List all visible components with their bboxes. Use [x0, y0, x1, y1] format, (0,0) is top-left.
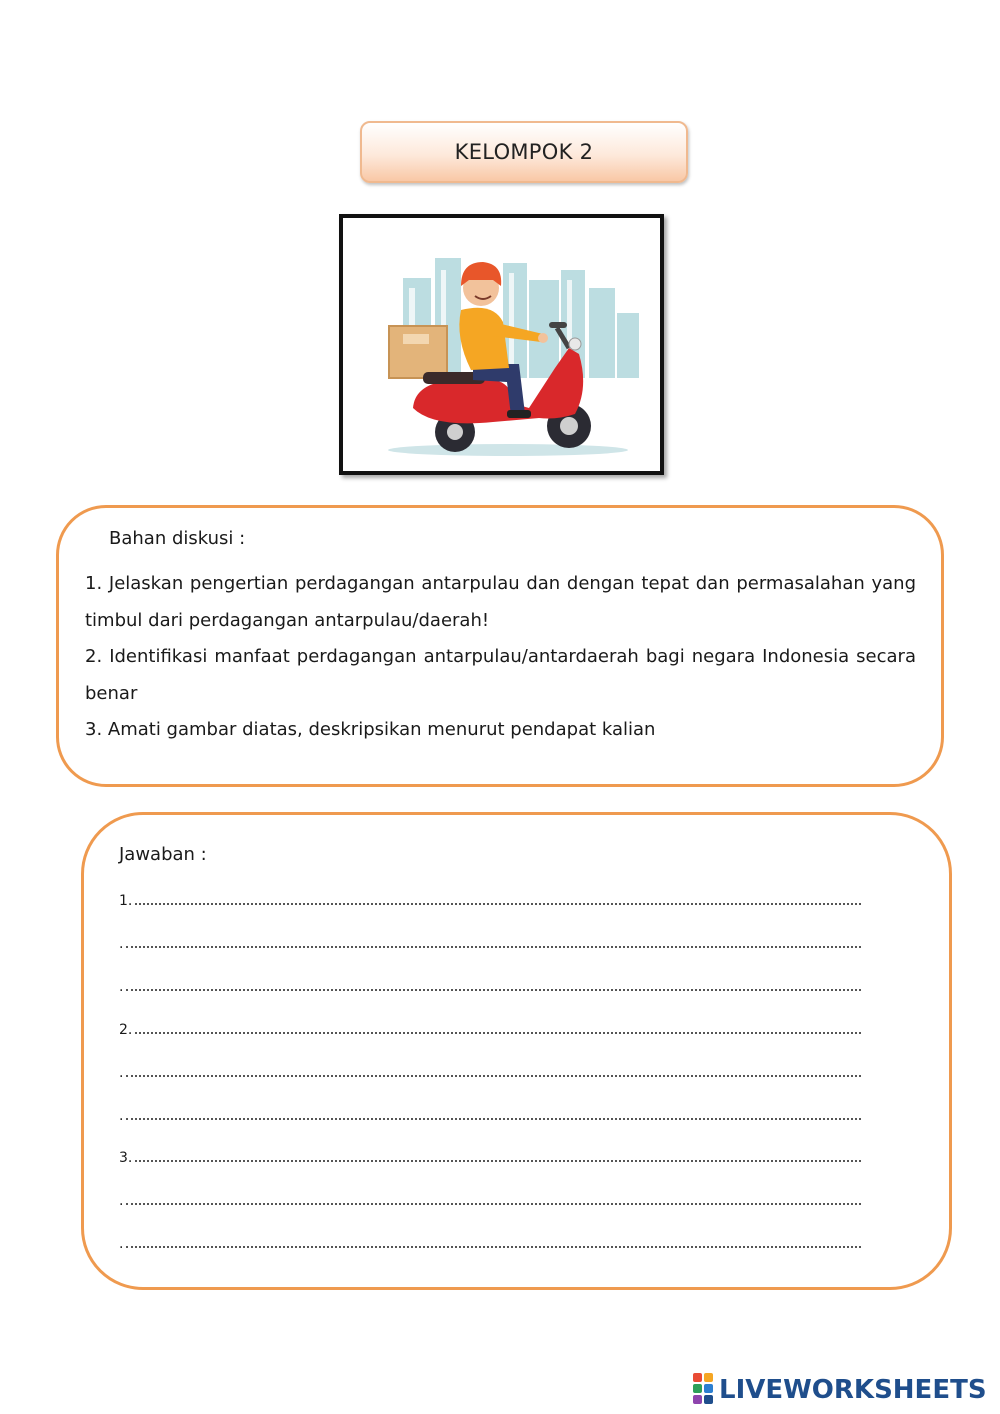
- group-title: KELOMPOK 2: [360, 121, 688, 183]
- answer-line[interactable]: [119, 1018, 861, 1038]
- answer-line-label: .: [119, 1193, 124, 1209]
- answer-line-label: .: [119, 979, 124, 995]
- answer-line-label: .: [119, 1065, 124, 1081]
- discussion-item-3: 3. Amati gambar diatas, deskripsikan menurut pendapat kalian: [85, 719, 656, 740]
- answer-line[interactable]: [119, 932, 861, 952]
- answer-line[interactable]: [119, 1061, 861, 1081]
- answer-line-label: .: [119, 936, 124, 952]
- answer-line-label: 3.: [119, 1150, 133, 1166]
- answer-heading: Jawaban :: [119, 844, 207, 865]
- answer-panel: [81, 812, 952, 1290]
- answer-line-label: 2.: [119, 1022, 133, 1038]
- answer-line[interactable]: [119, 1189, 861, 1209]
- discussion-list: [85, 566, 916, 749]
- answer-line[interactable]: [119, 1232, 861, 1252]
- delivery-scooter-illustration: [343, 218, 660, 471]
- answer-line[interactable]: [119, 889, 861, 909]
- answer-line-label: 1.: [119, 893, 133, 909]
- answer-line-label: .: [119, 1236, 124, 1252]
- discussion-item-2: 2. Identifikasi manfaat perdagangan antarpulau/antardaerah bagi negara Indonesia secara benar: [85, 646, 916, 704]
- answer-line[interactable]: [119, 1146, 861, 1166]
- parcel-box: [389, 326, 447, 378]
- delivery-scooter-picture: [339, 214, 664, 475]
- rider-shirt: [459, 308, 509, 370]
- liveworksheets-logo[interactable]: [693, 1372, 987, 1408]
- answer-line[interactable]: [119, 1104, 861, 1124]
- liveworksheets-logo-text: LIVEWORKSHEETS: [719, 1375, 987, 1405]
- liveworksheets-logo-icon: [693, 1373, 715, 1407]
- answer-line[interactable]: [119, 975, 861, 995]
- discussion-item-1: 1. Jelaskan pengertian perdagangan antarpulau dan dengan tepat dan permasalahan yang timbul dari perdagangan antarpulau/daerah!: [85, 573, 916, 631]
- discussion-heading: Bahan diskusi :: [109, 528, 246, 549]
- answer-line-label: .: [119, 1108, 124, 1124]
